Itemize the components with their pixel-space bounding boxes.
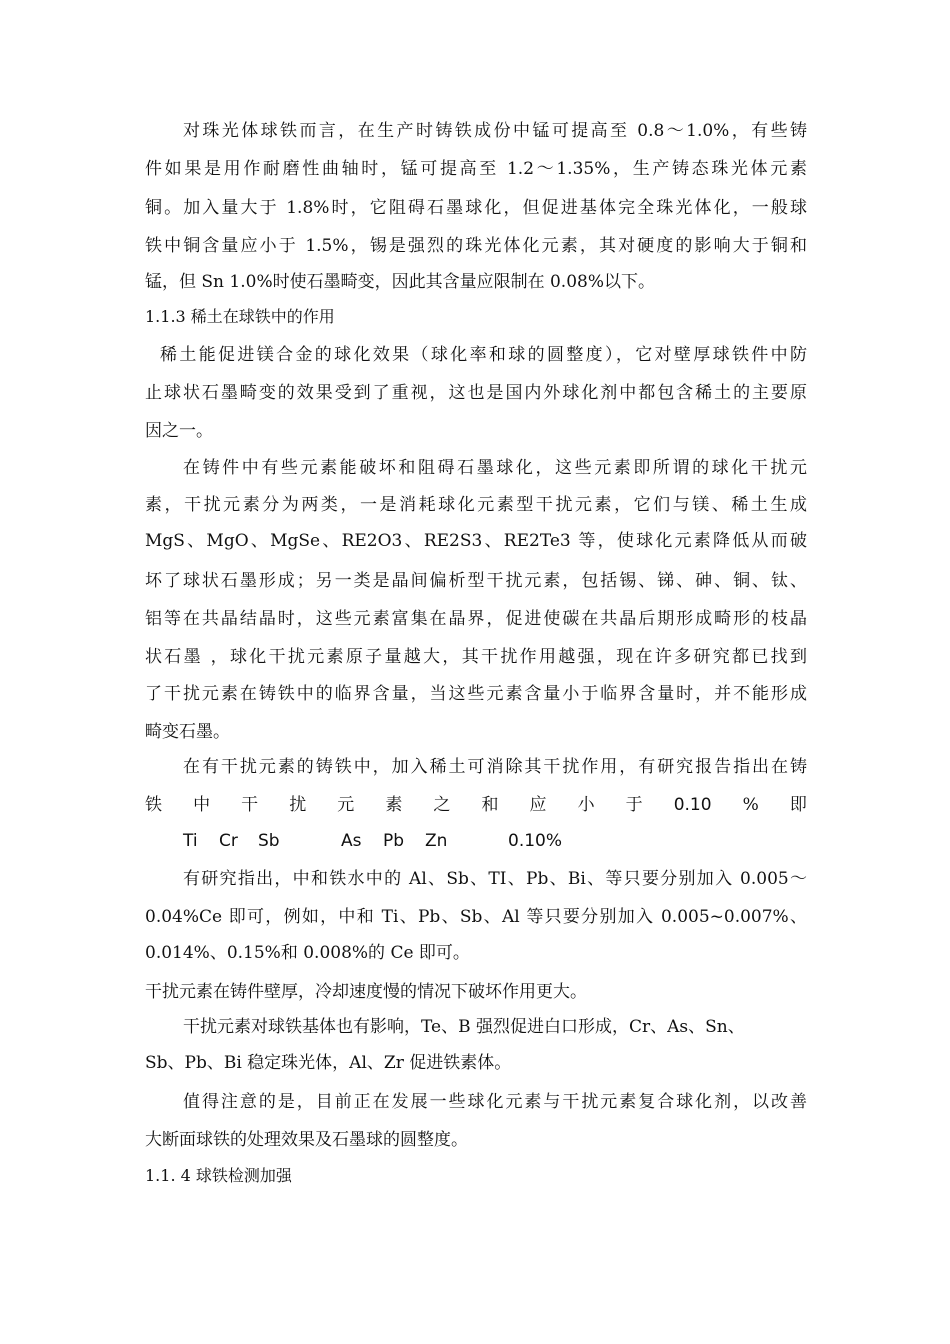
paragraph-line: Sb、Pb、Bi 稳定珠光体，Al、Zr 促进铁素体。 [145,1053,512,1073]
element-symbol: Zn [425,831,448,851]
element-symbol: Cr [219,831,238,851]
paragraph-line: 件如果是用作耐磨性曲轴时，锰可提高至 1.2～1.35%，生产铸态珠光体元素 [145,159,807,179]
paragraph-line: 止球状石墨畸变的效果受到了重视，这也是国内外球化剂中都包含稀土的主要原 [145,383,807,403]
paragraph-line: 了干扰元素在铸铁中的临界含量，当这些元素含量小于临界含量时，并不能形成 [145,684,807,704]
paragraph-line: 因之一。 [145,421,213,441]
paragraph-line: 稀土能促进镁合金的球化效果（球化率和球的圆整度），它对壁厚球铁件中防 [160,345,807,365]
paragraph-line: 干扰元素在铸件壁厚，冷却速度慢的情况下破坏作用更大。 [145,982,587,1002]
spread-word: 于 [625,795,643,815]
element-symbol: Sb [258,831,280,851]
paragraph-line: 有研究指出，中和铁水中的 Al、Sb、TI、Pb、Bi、等只要分别加入 0.005～ [183,869,807,889]
paragraph-line: 值得注意的是，目前正在发展一些球化元素与干扰元素复合球化剂，以改善 [183,1092,807,1112]
spread-word: 应 [529,795,547,815]
spread-word: 元 [337,795,355,815]
section-heading: 1.1. 4 球铁检测加强 [145,1166,292,1185]
paragraph-line: 在铸件中有些元素能破坏和阻碍石墨球化，这些元素即所谓的球化干扰元 [183,458,807,478]
paragraph-line: MgS、MgO、MgSe、RE2O3、RE2S3、RE2Te3 等，使球化元素降低从而破 [145,531,807,551]
spread-word: 即 [789,795,807,815]
paragraph-line: 在有干扰元素的铸铁中，加入稀土可消除其干扰作用，有研究报告指出在铸 [183,757,807,777]
paragraph-line: 铁中铜含量应小于 1.5%，锡是强烈的珠光体化元素，其对硬度的影响大于铜和 [145,236,807,256]
spread-word: 素 [385,795,403,815]
paragraph-line: 铜。加入量大于 1.8%时，它阻碍石墨球化，但促进基体完全珠光体化，一般球 [145,198,807,218]
element-symbol: Ti [183,831,198,851]
paragraph-line: 状石墨 ，球化干扰元素原子量越大，其干扰作用越强，现在许多研究都已找到 [145,647,807,667]
spread-word: 中 [193,795,211,815]
spread-word: 铁 [145,795,162,815]
spread-word: 和 [481,795,499,815]
paragraph-line: 畸变石墨。 [145,722,230,742]
paragraph-line: 大断面球铁的处理效果及石墨球的圆整度。 [145,1130,468,1150]
spread-word: 干 [241,795,259,815]
paragraph-line: 素，干扰元素分为两类，一是消耗球化元素型干扰元素，它们与镁、稀土生成 [145,495,807,515]
spread-word: % [742,795,759,815]
paragraph-line: 铝等在共晶结晶时，这些元素富集在晶界，促进使碳在共晶后期形成畸形的枝晶 [145,609,807,629]
spread-word: 0.10 [673,795,712,815]
paragraph-line: 坏了球状石墨形成；另一类是晶间偏析型干扰元素，包括锡、锑、砷、铜、钛、 [145,571,807,591]
paragraph-line: 0.014%、0.15%和 0.008%的 Ce 即可。 [145,943,470,963]
paragraph-line: 锰，但 Sn 1.0%时使石墨畸变，因此其含量应限制在 0.08%以下。 [145,272,655,292]
paragraph-line: 0.04%Ce 即可，例如，中和 Ti、Pb、Sb、Al 等只要分别加入 0.005~0.007%、 [145,907,807,927]
spread-word: 之 [433,795,451,815]
spread-line [145,794,807,816]
paragraph-line: 干扰元素对球铁基体也有影响，Te、B 强烈促进白口形成，Cr、As、Sn、 [183,1017,745,1037]
element-symbol: Pb [383,831,405,851]
section-heading: 1.1.3 稀土在球铁中的作用 [145,307,335,326]
spread-word: 扰 [289,795,307,815]
paragraph-line: 对珠光体球铁而言，在生产时铸铁成份中锰可提高至 0.8～1.0%，有些铸 [183,121,807,141]
element-symbol: As [341,831,362,851]
element-value: 0.10% [508,831,563,851]
spread-word: 小 [577,795,595,815]
